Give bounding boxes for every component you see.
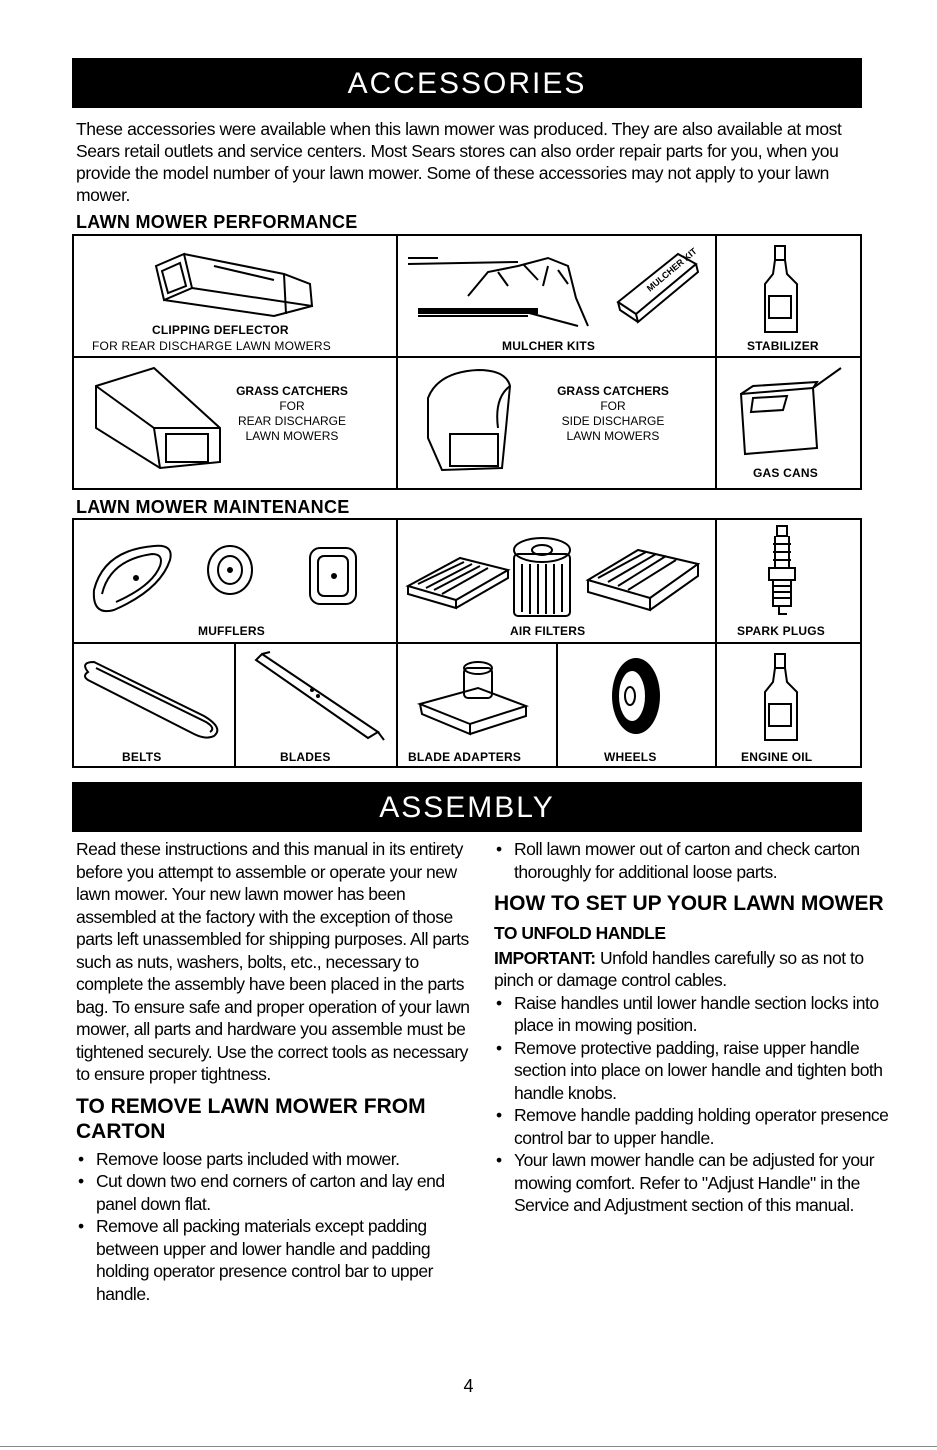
remove-steps-list <box>76 1148 476 1306</box>
grass-side-line-1: GRASS CATCHERS <box>557 384 669 398</box>
list-item: • Remove handle padding holding operator presence control bar to upper handle. <box>494 1104 889 1149</box>
blade-adapters-cell <box>398 644 556 768</box>
mufflers-label: MUFFLERS <box>198 624 265 638</box>
unfold-handle-heading: TO UNFOLD HANDLE <box>494 923 666 943</box>
grass-catchers-side-cell <box>398 358 715 488</box>
grass-side-line-4: LAWN MOWERS <box>566 429 660 443</box>
list-item: • Remove all packing materials except padding between upper and lower handle and padding holding operator presence control bar to upper handle. <box>76 1215 476 1305</box>
page-number: 4 <box>463 1376 474 1396</box>
stabilizer-bottle-icon <box>717 236 862 356</box>
accessories-title: ACCESSORIES <box>347 67 587 100</box>
performance-heading: LAWN MOWER PERFORMANCE <box>76 212 358 232</box>
clipping-deflector-cell <box>74 236 396 356</box>
remove-steps-list-continued <box>494 838 889 883</box>
stabilizer-label: STABILIZER <box>747 339 819 353</box>
accessories-banner <box>72 58 862 108</box>
accessories-intro: These accessories were available when this lawn mower was produced. They are also available at most Sears retail outlets and service centers. Most Sears stores can also order repair parts for you, when you provide the model number of your lawn mower. Some of these accessories may not apply to your lawn mower. <box>76 119 842 205</box>
grass-rear-line-2: FOR <box>279 399 305 413</box>
mufflers-cell <box>74 520 396 642</box>
gas-cans-label: GAS CANS <box>753 466 818 480</box>
important-text: Unfold handles carefully so as not to pinch or damage control cables. <box>494 947 864 990</box>
assembly-left-column <box>76 838 476 1305</box>
list-item: • Your lawn mower handle can be adjusted for your mowing comfort. Refer to "Adjust Handle" in the Service and Adjustment section of this manual. <box>494 1149 889 1217</box>
important-note <box>494 947 889 992</box>
belts-label: BELTS <box>122 750 162 764</box>
mulcher-kits-icon <box>398 236 715 356</box>
important-label: IMPORTANT: <box>494 947 596 968</box>
grass-catchers-rear-cell <box>74 358 396 488</box>
clipping-deflector-label-2: FOR REAR DISCHARGE LAWN MOWERS <box>92 339 331 353</box>
gas-cans-cell <box>717 358 862 488</box>
maintenance-grid <box>72 518 862 768</box>
mulcher-box-text: MULCHER KIT <box>644 246 699 294</box>
list-item: • Cut down two end corners of carton and lay end panel down flat. <box>76 1170 476 1215</box>
list-item: • Remove protective padding, raise upper handle section into place on lower handle and tighten both handle knobs. <box>494 1037 889 1105</box>
bottom-rule <box>0 1446 937 1447</box>
maintenance-heading: LAWN MOWER MAINTENANCE <box>76 497 350 517</box>
list-item: • Raise handles until lower handle section locks into place in mowing position. <box>494 992 889 1037</box>
grass-rear-line-1: GRASS CATCHERS <box>236 384 348 398</box>
mulcher-kits-cell <box>398 236 715 356</box>
mulcher-kits-label: MULCHER KITS <box>502 339 596 353</box>
air-filters-label: AIR FILTERS <box>510 624 586 638</box>
wheels-label: WHEELS <box>604 750 657 764</box>
stabilizer-cell <box>717 236 862 356</box>
spark-plugs-label: SPARK PLUGS <box>737 624 825 638</box>
setup-heading: HOW TO SET UP YOUR LAWN MOWER <box>494 892 884 915</box>
assembly-title: ASSEMBLY <box>379 791 555 824</box>
remove-from-carton-heading: TO REMOVE LAWN MOWER FROM CARTON <box>76 1094 426 1143</box>
grass-rear-line-4: LAWN MOWERS <box>245 429 339 443</box>
wheels-cell <box>558 644 715 768</box>
engine-oil-cell <box>717 644 862 768</box>
unfold-steps-list <box>494 992 889 1217</box>
list-item: • Roll lawn mower out of carton and check carton thoroughly for additional loose parts. <box>494 838 889 883</box>
blade-adapters-label: BLADE ADAPTERS <box>408 750 522 764</box>
assembly-right-column <box>494 838 889 1217</box>
blades-label: BLADES <box>280 750 331 764</box>
performance-grid <box>72 234 862 490</box>
spark-plugs-cell <box>717 520 862 642</box>
assembly-banner <box>72 782 862 832</box>
blades-cell <box>236 644 396 768</box>
engine-oil-label: ENGINE OIL <box>741 750 813 764</box>
grass-rear-line-3: REAR DISCHARGE <box>237 414 347 428</box>
assembly-intro: Read these instructions and this manual in its entirety before you attempt to assemble or operate your new lawn mower. Your new lawn mower has been assembled at the factory with the exception of those parts left unassembled for shipping purposes. All parts such as nuts, washers, bolts, etc., necessary to complete the assembly have been placed in the parts bag. To ensure safe and proper operation of your lawn mower, all parts and hardware you assemble must be tightened securely. Use the correct tools as necessary to ensure proper tightness. <box>76 839 470 1084</box>
air-filters-cell <box>398 520 715 642</box>
clipping-deflector-icon <box>74 236 396 356</box>
list-item: • Remove loose parts included with mower. <box>76 1148 476 1171</box>
clipping-deflector-label-1: CLIPPING DEFLECTOR <box>152 323 289 337</box>
grass-side-line-3: SIDE DISCHARGE <box>561 414 665 428</box>
grass-side-line-2: FOR <box>600 399 626 413</box>
belts-cell <box>74 644 234 768</box>
